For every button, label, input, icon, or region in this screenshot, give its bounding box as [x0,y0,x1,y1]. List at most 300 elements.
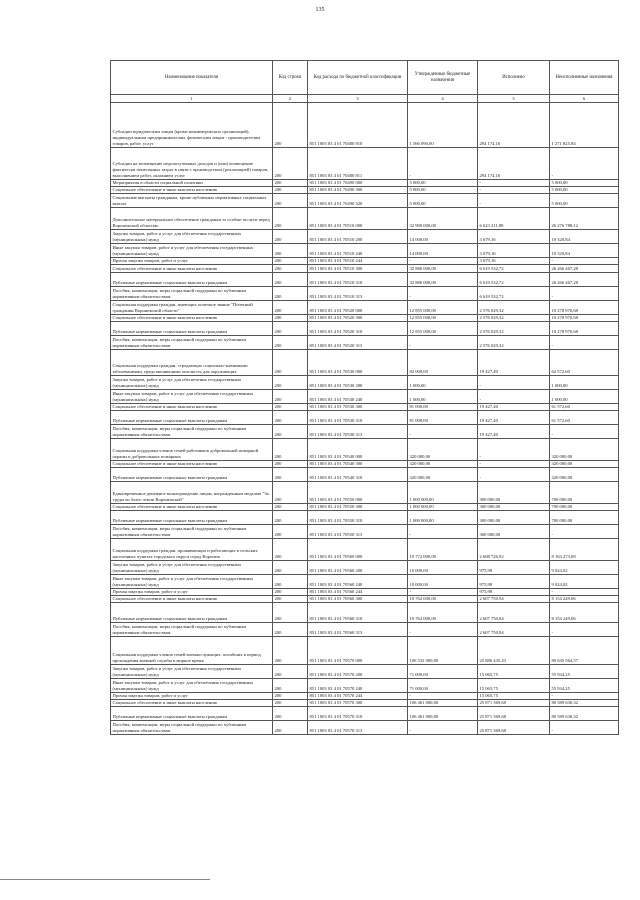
row-line-code: 200 [273,561,308,575]
row-unexecuted-amount: - [550,721,619,735]
table-row [111,404,619,411]
row-unexecuted-amount: 700 000,00 [550,511,619,525]
row-executed-amount: 19 427,40 [478,425,550,439]
row-name: Закупка товаров, работ и услуг для обеспечения государственных (муниципальных) нужд [111,665,273,679]
row-line-code: 200 [273,665,308,679]
row-classification-code: 851 1003 03 4 01 70550 313 [308,525,408,539]
table-row [111,376,619,390]
row-executed-amount: 300 000,00 [478,525,550,539]
row-unexecuted-amount: 62 572,60 [550,350,619,376]
row-name: Социальное обеспечение и иные выплаты населению [111,187,273,194]
row-line-code: 200 [273,504,308,511]
row-line-code: 200 [273,637,308,665]
row-executed-amount: - [478,194,550,208]
row-approved-amount: 81 000,00 [408,404,478,411]
row-classification-code: 851 1003 03 4 01 70550 300 [308,504,408,511]
row-unexecuted-amount: - [550,336,619,350]
row-line-code: 200 [273,439,308,461]
row-line-code: 200 [273,194,308,208]
row-name: Дополнительное материальное обеспечение гражданам за особые заслуги перед Воронежской областью [111,208,273,230]
row-executed-amount: 2 576 029,32 [478,322,550,336]
table-row [111,315,619,322]
row-approved-amount: 12 855 000,00 [408,315,478,322]
table-row [111,468,619,482]
row-name: Иные закупки товаров, работ и услуг для обеспечения государственных (муниципальных) нужд [111,575,273,589]
row-classification-code: 851 1003 03 4 01 70540 310 [308,468,408,482]
row-classification-code: 851 1003 03 4 01 70550 000 [308,482,408,504]
row-approved-amount: 12 855 000,00 [408,322,478,336]
row-classification-code: 851 1003 03 4 01 70510 300 [308,265,408,273]
table-row [111,208,619,230]
row-line-code: 200 [273,461,308,468]
row-executed-amount: - [478,390,550,404]
table-row [111,336,619,350]
row-unexecuted-amount: 10 278 970,68 [550,315,619,322]
row-unexecuted-amount: 80 645 564,57 [550,637,619,665]
row-executed-amount: 3 679,16 [478,230,550,244]
table-row [111,273,619,287]
table-row [111,187,619,194]
row-unexecuted-amount: 9 024,02 [550,575,619,589]
row-classification-code: 851 1003 03 4 01 70530 240 [308,390,408,404]
row-line-code: 200 [273,693,308,700]
row-unexecuted-amount: 26 266 467,28 [550,273,619,287]
row-unexecuted-amount: 700 000,00 [550,504,619,511]
table-row [111,700,619,707]
row-classification-code: 851 1003 03 4 01 70570 240 [308,679,408,693]
row-approved-amount: 32 886 000,00 [408,273,478,287]
table-row [111,194,619,208]
row-approved-amount: 320 000,00 [408,461,478,468]
row-approved-amount: 5 000,00 [408,180,478,187]
table-row [111,707,619,721]
row-unexecuted-amount: 55 934,25 [550,679,619,693]
row-executed-amount: 6 623 211,88 [478,208,550,230]
row-classification-code: 851 1003 03 4 01 70520 000 [308,301,408,315]
row-line-code: 200 [273,258,308,265]
row-name: Закупка товаров, работ и услуг для обеспечения государственных (муниципальных) нужд [111,230,273,244]
table-row [111,322,619,336]
row-line-code: 200 [273,336,308,350]
row-executed-amount: - [478,180,550,187]
row-approved-amount: 1 000 000,00 [408,482,478,504]
row-classification-code: 851 1003 03 4 01 70560 244 [308,589,408,596]
row-approved-amount: 82 000,00 [408,350,478,376]
row-classification-code: 851 1003 03 4 01 70530 000 [308,350,408,376]
table-row [111,679,619,693]
row-name: Социальная поддержка граждан, страдающих социально-значимыми заболеваниями, представляющими опасность для окружающих [111,350,273,376]
table-row [111,180,619,187]
row-approved-amount: 14 000,00 [408,244,478,258]
row-approved-amount: 1 000 000,00 [408,511,478,525]
row-executed-amount: 15 065,75 [478,679,550,693]
row-line-code: 200 [273,482,308,504]
row-classification-code: 851 1003 03 4 01 70570 000 [308,637,408,665]
table-row [111,230,619,244]
row-name: Прочая закупка товаров, работ и услуг [111,589,273,596]
row-approved-amount: - [408,693,478,700]
row-unexecuted-amount: 10 278 970,68 [550,301,619,315]
row-line-code: 200 [273,148,308,180]
table-row [111,287,619,301]
row-executed-amount: 2 608 726,92 [478,539,550,561]
row-executed-amount: 19 427,40 [478,350,550,376]
row-unexecuted-amount: 5 000,00 [550,180,619,187]
row-approved-amount: 1 000,00 [408,376,478,390]
row-executed-amount: 25 871 369,68 [478,700,550,707]
row-classification-code: 851 1003 03 4 01 70560 200 [308,561,408,575]
row-classification-code: 851 1003 03 4 01 70570 200 [308,665,408,679]
row-classification-code: 851 1003 03 4 01 70560 310 [308,603,408,623]
row-approved-amount: 81 000,00 [408,411,478,425]
row-classification-code: 851 1003 03 4 01 70560 000 [308,539,408,561]
row-line-code: 200 [273,411,308,425]
row-line-code: 200 [273,390,308,404]
row-line-code: 200 [273,511,308,525]
row-name: Социальное обеспечение и иные выплаты населению [111,596,273,603]
row-unexecuted-amount: 10 320,84 [550,244,619,258]
row-executed-amount: 19 427,40 [478,404,550,411]
table-row [111,589,619,596]
row-name: Пособия, компенсации, меры социальной поддержки по публичным нормативным обязательствам [111,287,273,301]
row-name: Прочая закупка товаров, работ и услуг [111,693,273,700]
row-name: Прочая закупка товаров, работ и услуг [111,258,273,265]
row-classification-code: 851 1003 03 4 01 70520 300 [308,315,408,322]
row-approved-amount: 106 461 000,00 [408,707,478,721]
row-unexecuted-amount: 10 278 970,68 [550,322,619,336]
row-approved-amount: 320 000,00 [408,439,478,461]
row-unexecuted-amount: 26 276 788,12 [550,208,619,230]
row-unexecuted-amount: 9 024,02 [550,561,619,575]
row-unexecuted-amount: 320 000,00 [550,439,619,461]
row-executed-amount: 300 000,00 [478,511,550,525]
table-row [111,425,619,439]
row-approved-amount: 10 762 000,00 [408,603,478,623]
row-line-code: 200 [273,707,308,721]
table-row [111,665,619,679]
row-classification-code: 851 1003 03 4 01 70480 810 [308,103,408,148]
row-executed-amount: 975,98 [478,575,550,589]
row-executed-amount: 975,98 [478,589,550,596]
row-line-code: 200 [273,350,308,376]
header-indicator-name: Наименование показателя [111,61,273,95]
row-executed-amount: 2 607 750,94 [478,603,550,623]
row-name: Закупка товаров, работ и услуг для обеспечения государственных (муниципальных) нужд [111,376,273,390]
row-approved-amount: 10 762 000,00 [408,596,478,603]
row-unexecuted-amount: 8 163 273,08 [550,539,619,561]
row-executed-amount: - [478,461,550,468]
row-executed-amount: 300 000,00 [478,504,550,511]
row-classification-code: 851 1003 03 4 01 70510 200 [308,230,408,244]
row-approved-amount: 106 532 000,00 [408,637,478,665]
table-row [111,561,619,575]
header-executed: Исполнено [478,61,550,95]
row-classification-code: 851 1003 03 4 01 70530 200 [308,376,408,390]
row-name: Публичные нормативные социальные выплаты гражданам [111,273,273,287]
row-executed-amount: 25 871 369,68 [478,707,550,721]
column-number: 4 [408,95,478,103]
row-unexecuted-amount: - [550,623,619,637]
row-approved-amount: 10 772 000,00 [408,539,478,561]
row-classification-code: 851 1003 03 4 01 70560 240 [308,575,408,589]
row-executed-amount: - [478,376,550,390]
table-row [111,511,619,525]
row-executed-amount: 6 619 532,72 [478,273,550,287]
row-approved-amount: 5 000,00 [408,187,478,194]
row-classification-code: 851 1003 03 4 01 70530 300 [308,404,408,411]
row-classification-code: 851 1003 03 4 01 70510 244 [308,258,408,265]
row-unexecuted-amount: 700 000,00 [550,482,619,504]
row-line-code: 200 [273,603,308,623]
row-approved-amount: 32 900 000,00 [408,208,478,230]
row-classification-code: 851 1003 03 4 01 70510 313 [308,287,408,301]
row-classification-code: 851 1003 03 4 01 70530 310 [308,411,408,425]
table-row [111,301,619,315]
row-classification-code: 851 1003 03 4 01 70550 310 [308,511,408,525]
table-row [111,596,619,603]
row-executed-amount: 2 576 029,32 [478,336,550,350]
row-unexecuted-amount: 320 000,00 [550,461,619,468]
row-approved-amount: - [408,721,478,735]
row-executed-amount: 15 065,75 [478,665,550,679]
row-approved-amount: 320 000,00 [408,468,478,482]
row-name: Иные закупки товаров, работ и услуг для обеспечения государственных (муниципальных) нужд [111,244,273,258]
header-approved: Утвержденные бюджетные назначения [408,61,478,95]
row-classification-code: 851 1003 03 4 01 70520 310 [308,322,408,336]
row-classification-code: 851 1003 03 4 01 70540 000 [308,439,408,461]
row-classification-code: 851 1003 03 4 01 70570 300 [308,700,408,707]
row-line-code: 200 [273,301,308,315]
row-line-code: 200 [273,208,308,230]
column-number: 3 [308,95,408,103]
row-name: Социальная поддержка членов семей военнослужащих, погибших в период прохождения военной службы в мирное время [111,637,273,665]
column-number: 5 [478,95,550,103]
row-line-code: 200 [273,287,308,301]
column-number: 6 [550,95,619,103]
row-name: Пособия, компенсации, меры социальной поддержки по публичным нормативным обязательствам [111,336,273,350]
row-line-code: 200 [273,103,308,148]
row-name: Социальное обеспечение и иные выплаты населению [111,504,273,511]
row-name: Пособия, компенсации, меры социальной поддержки по публичным нормативным обязательствам [111,425,273,439]
row-unexecuted-amount: 1 000,00 [550,390,619,404]
row-unexecuted-amount: - [550,258,619,265]
row-unexecuted-amount: 5 000,00 [550,194,619,208]
table-row [111,461,619,468]
row-approved-amount: 1 566 090,00 [408,103,478,148]
row-executed-amount: 2 576 029,32 [478,315,550,322]
row-line-code: 200 [273,468,308,482]
row-executed-amount: 6 619 532,72 [478,265,550,273]
table-row [111,411,619,425]
row-line-code: 200 [273,596,308,603]
row-approved-amount: 10 000,00 [408,575,478,589]
row-executed-amount: 300 000,00 [478,482,550,504]
row-executed-amount: 294 174,16 [478,148,550,180]
row-approved-amount: 106 461 000,00 [408,700,478,707]
row-approved-amount: 71 000,00 [408,665,478,679]
row-name: Публичные нормативные социальные выплаты гражданам [111,468,273,482]
row-name: Субсидии на возмещение недополученных доходов и (или) возмещение фактически понесенных затрат в связи с производством (реализацией) товаров, выполнением работ, оказанием услуг [111,148,273,180]
row-unexecuted-amount: 80 589 630,32 [550,700,619,707]
row-name: Социальное обеспечение и иные выплаты населению [111,265,273,273]
table-row [111,721,619,735]
row-executed-amount: 294 174,16 [478,103,550,148]
row-executed-amount: 2 607 750,94 [478,596,550,603]
row-unexecuted-amount: 26 266 467,28 [550,265,619,273]
row-executed-amount: 3 679,16 [478,258,550,265]
row-classification-code: 851 1003 03 4 01 70530 313 [308,425,408,439]
table-row [111,539,619,561]
row-name: Публичные нормативные социальные выплаты гражданам [111,603,273,623]
row-executed-amount: 19 427,40 [478,411,550,425]
row-name: Иные закупки товаров, работ и услуг для обеспечения государственных (муниципальных) нужд [111,679,273,693]
table-row [111,637,619,665]
row-classification-code: 851 1003 03 4 01 70480 811 [308,148,408,180]
table-row [111,244,619,258]
row-classification-code: 851 1003 03 4 01 70540 300 [308,461,408,468]
row-line-code: 200 [273,180,308,187]
row-line-code: 200 [273,187,308,194]
row-approved-amount: - [408,425,478,439]
row-classification-code: 851 1003 03 4 01 70560 313 [308,623,408,637]
row-name: Социальное обеспечение и иные выплаты населению [111,461,273,468]
row-unexecuted-amount: - [550,525,619,539]
table-row [111,265,619,273]
row-unexecuted-amount: 320 000,00 [550,468,619,482]
row-executed-amount: 25 886 435,43 [478,637,550,665]
table-row [111,504,619,511]
row-approved-amount: 71 000,00 [408,679,478,693]
header-line-code: Код строки [273,61,308,95]
row-name: Публичные нормативные социальные выплаты гражданам [111,707,273,721]
table-row [111,623,619,637]
row-unexecuted-amount: 61 572,60 [550,411,619,425]
row-executed-amount: - [478,439,550,461]
row-executed-amount: 975,98 [478,561,550,575]
row-line-code: 200 [273,376,308,390]
row-approved-amount: - [408,287,478,301]
row-name: Социальные выплаты гражданам, кроме публичных нормативных социальных выплат [111,194,273,208]
row-approved-amount: 5 000,00 [408,194,478,208]
row-executed-amount: 3 679,16 [478,244,550,258]
row-approved-amount: 14 000,00 [408,230,478,244]
row-approved-amount: - [408,623,478,637]
row-executed-amount: - [478,187,550,194]
row-name: Публичные нормативные социальные выплаты гражданам [111,411,273,425]
row-name: Пособия, компенсации, меры социальной поддержки по публичным нормативным обязательствам [111,525,273,539]
table-row [111,103,619,148]
row-unexecuted-amount: - [550,287,619,301]
row-unexecuted-amount: 55 934,25 [550,665,619,679]
row-classification-code: 851 1003 03 4 01 70570 313 [308,721,408,735]
row-line-code: 200 [273,404,308,411]
row-unexecuted-amount: 80 589 630,32 [550,707,619,721]
column-number: 1 [111,95,273,103]
table-row [111,693,619,700]
row-classification-code: 851 1003 03 4 01 70490 300 [308,187,408,194]
row-executed-amount: 6 619 532,72 [478,287,550,301]
row-approved-amount: - [408,148,478,180]
row-name: Социальная поддержка граждан, имеющих почетное звание "Почетный гражданин Воронежской области" [111,301,273,315]
table-row [111,439,619,461]
row-classification-code: 851 1003 03 4 01 70510 000 [308,208,408,230]
row-classification-code: 851 1003 03 4 01 70520 313 [308,336,408,350]
row-name: Публичные нормативные социальные выплаты гражданам [111,511,273,525]
row-line-code: 200 [273,589,308,596]
table-row [111,525,619,539]
header-budget-classification: Код расхода по бюджетной классификации [308,61,408,95]
row-name: Единовременное денежное вознаграждение лицам, награжденным медалью "За труды во благо земли Воронежской" [111,482,273,504]
row-line-code: 200 [273,315,308,322]
row-line-code: 200 [273,700,308,707]
row-line-code: 200 [273,322,308,336]
row-approved-amount: 1 000 000,00 [408,504,478,511]
row-classification-code: 851 1003 03 4 01 70510 240 [308,244,408,258]
row-unexecuted-amount: 1 000,00 [550,376,619,390]
row-classification-code: 851 1003 03 4 01 70570 244 [308,693,408,700]
page-number: 135 [315,7,325,13]
row-unexecuted-amount: 5 000,00 [550,187,619,194]
row-classification-code: 851 1003 03 4 01 70510 310 [308,273,408,287]
row-executed-amount: 15 065,75 [478,693,550,700]
row-executed-amount: 25 871 369,68 [478,721,550,735]
row-unexecuted-amount: 8 154 249,06 [550,596,619,603]
row-executed-amount: 2 607 750,94 [478,623,550,637]
row-executed-amount: 2 576 029,32 [478,301,550,315]
row-name: Мероприятия в области социальной политики [111,180,273,187]
row-line-code: 200 [273,265,308,273]
row-name: Социальное обеспечение и иные выплаты населению [111,315,273,322]
table-row [111,603,619,623]
row-approved-amount: 12 855 000,00 [408,301,478,315]
row-unexecuted-amount: - [550,693,619,700]
row-line-code: 200 [273,244,308,258]
row-classification-code: 851 1003 03 4 01 70560 300 [308,596,408,603]
row-classification-code: 851 1003 03 4 01 70490 000 [308,180,408,187]
header-row [111,61,619,95]
row-unexecuted-amount: - [550,425,619,439]
row-line-code: 200 [273,425,308,439]
row-name: Иные закупки товаров, работ и услуг для обеспечения государственных (муниципальных) нужд [111,390,273,404]
row-line-code: 200 [273,539,308,561]
row-name: Пособия, компенсации, меры социальной поддержки по публичным нормативным обязательствам [111,721,273,735]
row-unexecuted-amount: 8 154 249,06 [550,603,619,623]
row-line-code: 200 [273,525,308,539]
row-line-code: 200 [273,623,308,637]
row-approved-amount: 32 886 000,00 [408,265,478,273]
column-number: 2 [273,95,308,103]
row-name: Пособия, компенсации, меры социальной поддержки по публичным нормативным обязательствам [111,623,273,637]
row-line-code: 200 [273,230,308,244]
row-unexecuted-amount: 61 572,60 [550,404,619,411]
row-line-code: 200 [273,273,308,287]
row-line-code: 200 [273,575,308,589]
row-unexecuted-amount: - [550,148,619,180]
row-approved-amount: - [408,589,478,596]
header-unexecuted: Неисполненные назначения [550,61,619,95]
row-name: Социальное обеспечение и иные выплаты населению [111,404,273,411]
row-approved-amount: 1 000,00 [408,390,478,404]
table-body [111,103,619,735]
row-classification-code: 851 1003 03 4 01 70570 310 [308,707,408,721]
table-row [111,482,619,504]
row-line-code: 200 [273,679,308,693]
row-executed-amount: - [478,468,550,482]
row-name: Социальная поддержка членов семей работников добровольной пожарной охраны и добровольных пожарных [111,439,273,461]
row-approved-amount: - [408,525,478,539]
row-approved-amount: - [408,336,478,350]
table-row [111,350,619,376]
